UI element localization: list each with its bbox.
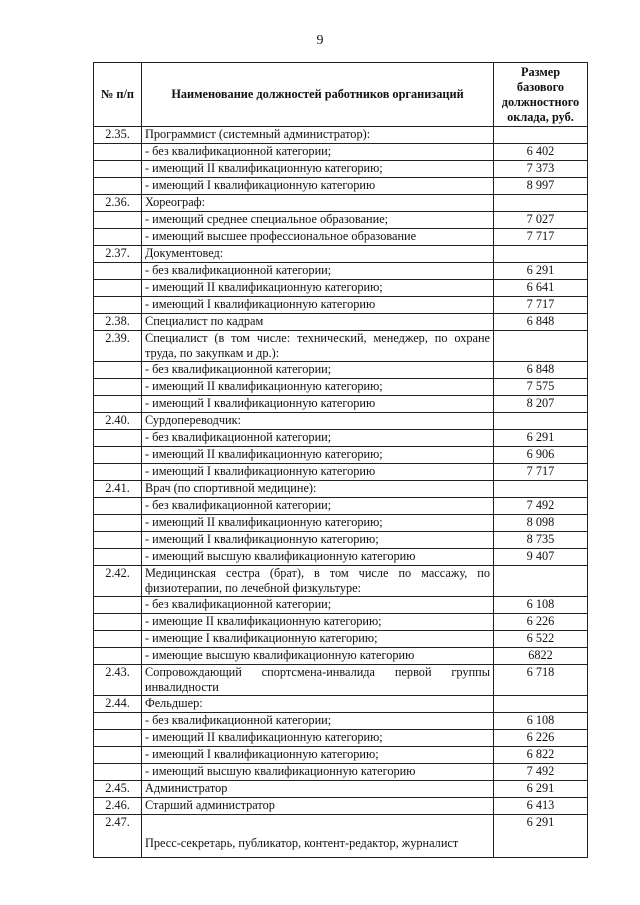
position-name: Пресс-секретарь, публикатор, контент-редактор, журналист xyxy=(142,815,494,858)
salary-value: 7 717 xyxy=(494,229,588,246)
table-row xyxy=(94,730,588,747)
table-row xyxy=(94,263,588,280)
table-row xyxy=(94,815,588,858)
row-number xyxy=(94,396,142,413)
salary-value: 6 108 xyxy=(494,713,588,730)
table-row xyxy=(94,127,588,144)
position-name: - имеющий высшее профессиональное образование xyxy=(142,229,494,246)
salary-value: 6 822 xyxy=(494,747,588,764)
salary-value: 6 402 xyxy=(494,144,588,161)
position-name: - имеющий I квалификационную категорию xyxy=(142,178,494,195)
table-row xyxy=(94,178,588,195)
table-row xyxy=(94,566,588,597)
salary-value xyxy=(494,696,588,713)
position-name: - имеющие I квалификационную категорию; xyxy=(142,631,494,648)
table-row xyxy=(94,246,588,263)
table-row xyxy=(94,515,588,532)
position-name: Программист (системный администратор): xyxy=(142,127,494,144)
row-number xyxy=(94,229,142,246)
table-row xyxy=(94,161,588,178)
position-name: Старший администратор xyxy=(142,798,494,815)
row-number xyxy=(94,747,142,764)
salary-value: 7 717 xyxy=(494,297,588,314)
row-number xyxy=(94,498,142,515)
salary-value: 6 291 xyxy=(494,815,588,858)
table-row xyxy=(94,498,588,515)
salary-value: 8 098 xyxy=(494,515,588,532)
row-number xyxy=(94,648,142,665)
row-number: 2.36. xyxy=(94,195,142,212)
salary-value: 6 108 xyxy=(494,597,588,614)
salary-value: 7 492 xyxy=(494,498,588,515)
table-row xyxy=(94,713,588,730)
position-name: - без квалификационной категории; xyxy=(142,362,494,379)
table-row xyxy=(94,464,588,481)
row-number xyxy=(94,178,142,195)
table-row xyxy=(94,331,588,362)
salary-value: 8 207 xyxy=(494,396,588,413)
salary-value xyxy=(494,413,588,430)
salary-value: 8 997 xyxy=(494,178,588,195)
position-name: Администратор xyxy=(142,781,494,798)
salary-value: 7 027 xyxy=(494,212,588,229)
position-name: - без квалификационной категории; xyxy=(142,430,494,447)
table-row xyxy=(94,781,588,798)
salary-value: 7 717 xyxy=(494,464,588,481)
row-number: 2.35. xyxy=(94,127,142,144)
table-row xyxy=(94,297,588,314)
table-row xyxy=(94,144,588,161)
position-name: - имеющий I квалификационную категорию; xyxy=(142,532,494,549)
salary-value xyxy=(494,566,588,597)
salary-value: 6 848 xyxy=(494,314,588,331)
salary-value: 7 373 xyxy=(494,161,588,178)
table-row xyxy=(94,648,588,665)
salary-value: 8 735 xyxy=(494,532,588,549)
salary-value: 6822 xyxy=(494,648,588,665)
row-number xyxy=(94,297,142,314)
row-number xyxy=(94,597,142,614)
salary-value: 6 641 xyxy=(494,280,588,297)
row-number: 2.39. xyxy=(94,331,142,362)
position-name: - имеющий высшую квалификационную категорию xyxy=(142,764,494,781)
position-name: Врач (по спортивной медицине): xyxy=(142,481,494,498)
position-name: - без квалификационной категории; xyxy=(142,498,494,515)
position-name: - имеющий I квалификационную категорию xyxy=(142,396,494,413)
table-row xyxy=(94,549,588,566)
salary-value: 6 413 xyxy=(494,798,588,815)
position-name: - имеющие высшую квалификационную категорию xyxy=(142,648,494,665)
row-number xyxy=(94,280,142,297)
position-name: - имеющий II квалификационную категорию; xyxy=(142,280,494,297)
row-number: 2.40. xyxy=(94,413,142,430)
salary-value: 9 407 xyxy=(494,549,588,566)
row-number xyxy=(94,263,142,280)
table-row xyxy=(94,798,588,815)
table-row xyxy=(94,362,588,379)
table-row xyxy=(94,396,588,413)
salary-value xyxy=(494,195,588,212)
table-row xyxy=(94,696,588,713)
position-name: - имеющий I квалификационную категорию xyxy=(142,464,494,481)
table-row xyxy=(94,195,588,212)
position-name: Специалист по кадрам xyxy=(142,314,494,331)
position-name: - имеющие II квалификационную категорию; xyxy=(142,614,494,631)
position-name: - без квалификационной категории; xyxy=(142,263,494,280)
table-row xyxy=(94,481,588,498)
table-row xyxy=(94,314,588,331)
row-number xyxy=(94,447,142,464)
row-number xyxy=(94,212,142,229)
table-row xyxy=(94,614,588,631)
salary-value: 7 575 xyxy=(494,379,588,396)
position-name: Фельдшер: xyxy=(142,696,494,713)
position-name: - без квалификационной категории; xyxy=(142,144,494,161)
row-number: 2.43. xyxy=(94,665,142,696)
table-row xyxy=(94,532,588,549)
table-row xyxy=(94,631,588,648)
position-name: - имеющий I квалификационную категорию; xyxy=(142,747,494,764)
column-header-position: Наименование должностей работников организаций xyxy=(142,63,494,127)
position-name: - имеющий среднее специальное образование; xyxy=(142,212,494,229)
column-header-number: № п/п xyxy=(94,63,142,127)
row-number: 2.41. xyxy=(94,481,142,498)
row-number: 2.37. xyxy=(94,246,142,263)
row-number xyxy=(94,515,142,532)
row-number: 2.46. xyxy=(94,798,142,815)
row-number xyxy=(94,464,142,481)
salary-value: 6 906 xyxy=(494,447,588,464)
position-name: - имеющий II квалификационную категорию; xyxy=(142,379,494,396)
position-name: Хореограф: xyxy=(142,195,494,212)
table-header-row xyxy=(94,63,588,127)
table-row xyxy=(94,280,588,297)
column-header-salary: Размер базового должностного оклада, руб. xyxy=(494,63,588,127)
position-name: - имеющий высшую квалификационную категорию xyxy=(142,549,494,566)
table-row xyxy=(94,430,588,447)
row-number: 2.38. xyxy=(94,314,142,331)
row-number xyxy=(94,430,142,447)
salary-value xyxy=(494,127,588,144)
row-number xyxy=(94,362,142,379)
salary-value xyxy=(494,481,588,498)
row-number xyxy=(94,730,142,747)
table-row xyxy=(94,212,588,229)
position-name: - имеющий II квалификационную категорию; xyxy=(142,515,494,532)
position-name: - без квалификационной категории; xyxy=(142,597,494,614)
table-row xyxy=(94,229,588,246)
salary-value: 6 848 xyxy=(494,362,588,379)
salary-value xyxy=(494,246,588,263)
row-number xyxy=(94,379,142,396)
salary-value: 6 522 xyxy=(494,631,588,648)
salary-value: 6 718 xyxy=(494,665,588,696)
salary-value: 6 291 xyxy=(494,430,588,447)
salary-value: 6 226 xyxy=(494,614,588,631)
salary-value: 7 492 xyxy=(494,764,588,781)
row-number xyxy=(94,144,142,161)
row-number: 2.42. xyxy=(94,566,142,597)
position-name: Документовед: xyxy=(142,246,494,263)
table-row xyxy=(94,379,588,396)
table-row xyxy=(94,413,588,430)
table-row xyxy=(94,447,588,464)
position-name: - имеющий II квалификационную категорию; xyxy=(142,730,494,747)
row-number: 2.47. xyxy=(94,815,142,858)
row-number xyxy=(94,631,142,648)
row-number xyxy=(94,161,142,178)
table-row xyxy=(94,665,588,696)
salary-value: 6 226 xyxy=(494,730,588,747)
table-row xyxy=(94,747,588,764)
position-name: Медицинская сестра (брат), в том числе по массажу, по физиотерапии, по лечебной физкультуре: xyxy=(142,566,494,597)
position-name: - имеющий II квалификационную категорию; xyxy=(142,447,494,464)
position-name: Сопровождающий спортсмена-инвалида первой группы инвалидности xyxy=(142,665,494,696)
salary-value xyxy=(494,331,588,362)
row-number xyxy=(94,549,142,566)
salary-table xyxy=(93,62,588,858)
row-number xyxy=(94,764,142,781)
table-body xyxy=(94,127,588,858)
position-name: Специалист (в том числе: технический, менеджер, по охране труда, по закупкам и др.): xyxy=(142,331,494,362)
row-number xyxy=(94,713,142,730)
position-name: - имеющий II квалификационную категорию; xyxy=(142,161,494,178)
salary-value: 6 291 xyxy=(494,263,588,280)
salary-value: 6 291 xyxy=(494,781,588,798)
row-number xyxy=(94,614,142,631)
page-number: 9 xyxy=(316,33,324,48)
row-number xyxy=(94,532,142,549)
position-name: - без квалификационной категории; xyxy=(142,713,494,730)
table-row xyxy=(94,764,588,781)
row-number: 2.45. xyxy=(94,781,142,798)
row-number: 2.44. xyxy=(94,696,142,713)
position-name: Сурдопереводчик: xyxy=(142,413,494,430)
table-row xyxy=(94,597,588,614)
position-name: - имеющий I квалификационную категорию xyxy=(142,297,494,314)
